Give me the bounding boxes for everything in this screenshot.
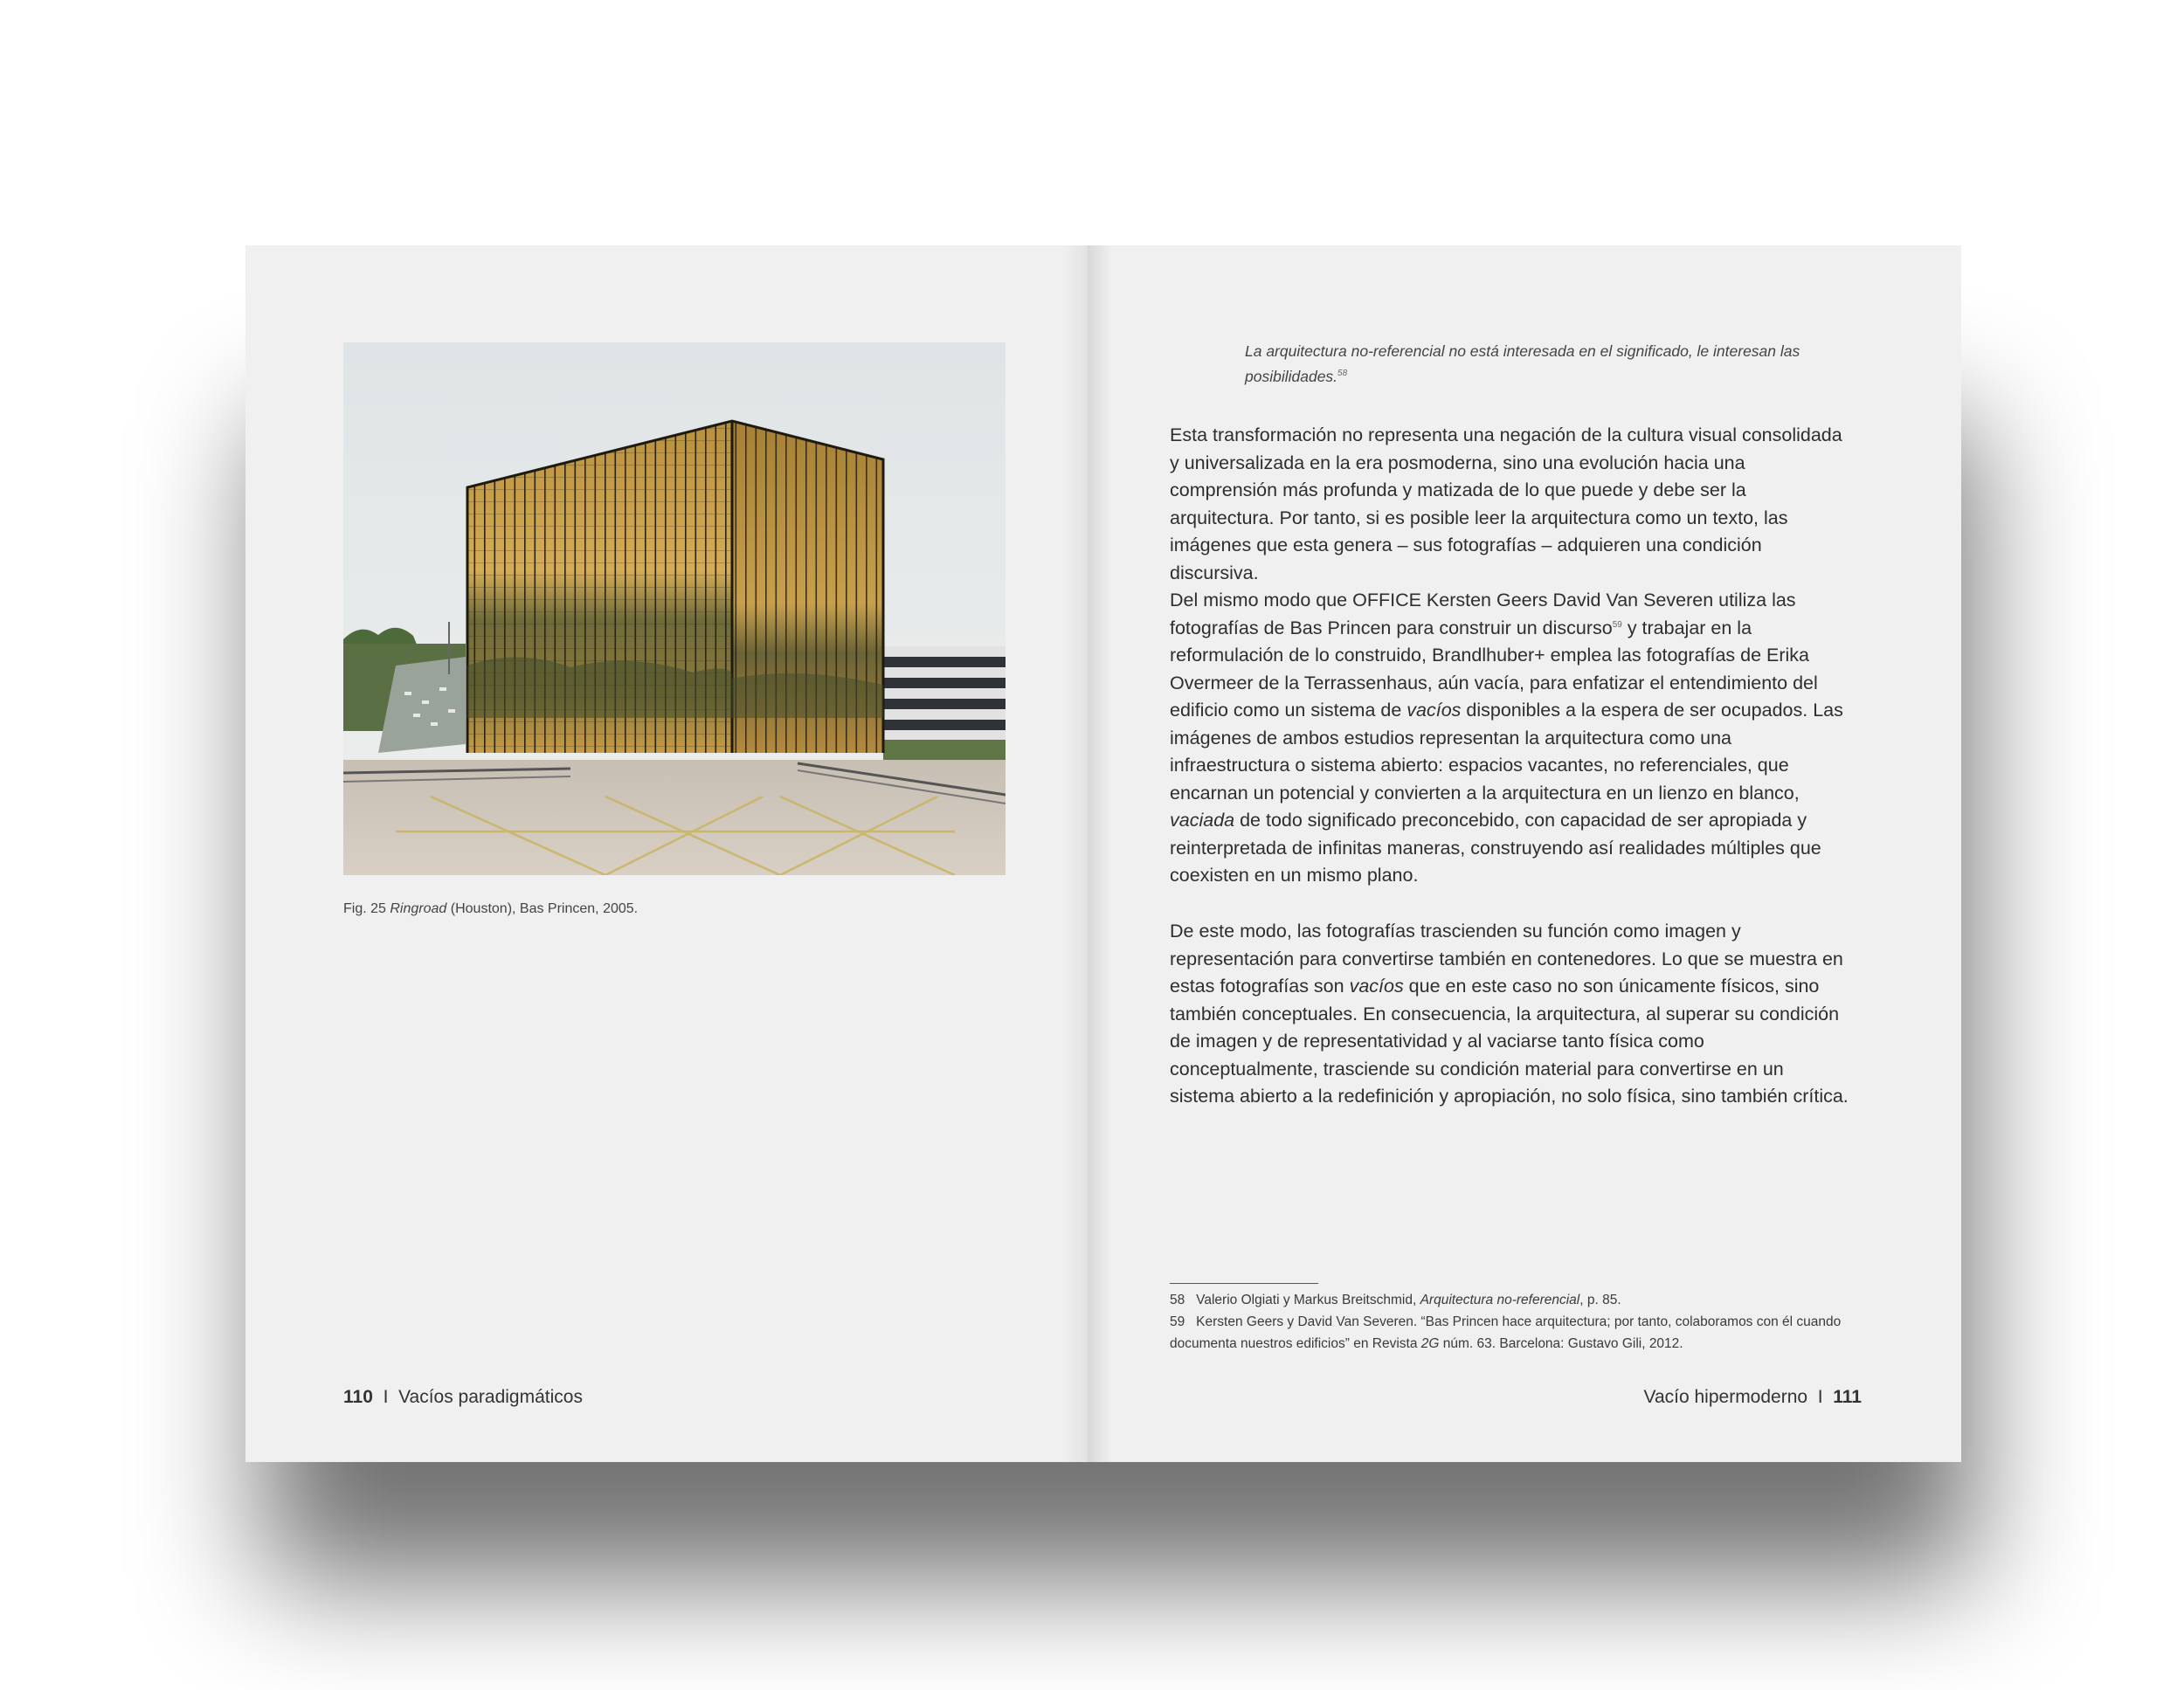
folio-separator-right: I	[1817, 1387, 1823, 1407]
paragraph-2-em-2: vaciada	[1170, 810, 1235, 831]
epigraph-text: La arquitectura no-referencial no está interesada en el significado, le interesan las posibilidades.	[1245, 342, 1800, 385]
paragraph-2-part-c: disponibles a la espera de ser ocupados. Las imágenes de ambos estudios representan la arquitectura como una infraestructura o sistema abierto: espacios vacantes, no referenciales, que encarnan un potencial y convierten a la arquitectura en un lienzo en blanco,	[1170, 700, 1843, 804]
footnotes	[1170, 1289, 1851, 1355]
caption-title: Ringroad	[390, 901, 447, 916]
page-number-right: 111	[1833, 1387, 1862, 1407]
body-paragraph-2	[1170, 587, 1851, 890]
footnote-ref-59: 59	[1612, 619, 1622, 630]
gutter-shading-left	[1061, 245, 1088, 1462]
paragraph-3-part-b: que en este caso no son únicamente físicos, sino también conceptuales. En consecuencia, la arquitectura, al superar su condición de imagen y de representatividad y al vaciarse tanto física como conceptualmente, trasciende su condición material para convertirse en un sistema abierto a la redefinición y apropiación, no solo física, sino también crítica.	[1170, 976, 1849, 1107]
caption-suffix: (Houston), Bas Princen, 2005.	[450, 901, 639, 916]
paragraph-2-part-d: de todo significado preconcebido, con capacidad de ser apropiada y reinterpretada de infinitas maneras, construyendo así realidades múltiples que coexisten en un mismo plano.	[1170, 810, 1821, 886]
paragraph-3-em-1: vacíos	[1349, 976, 1404, 997]
footnote-58-em: Arquitectura no-referencial	[1420, 1293, 1580, 1307]
running-head-right: Vacío hipermoderno	[1643, 1387, 1808, 1407]
paragraph-2-part-a: Del mismo modo que OFFICE Kersten Geers David Van Severen utiliza las fotografías de Bas Princen para construir un discurso	[1170, 590, 1796, 638]
paragraph-3-part-a: De este modo, las fotografías trascienden su función como imagen y representación para convertirse también en contenedores. Lo que se muestra en estas fotografías son	[1170, 921, 1843, 997]
folio-right	[1644, 1387, 1862, 1408]
paragraph-1-text: Esta transformación no representa una negación de la cultura visual consolidada y universalizada en la era posmoderna, sino una evolución hacia una comprensión más profunda y matizada de lo que puede y debe ser la arquitectura. Por tanto, si es posible leer la arquitectura como un texto, las imágenes que esta genera – sus fotografías – adquieren una condición discursiva.	[1170, 424, 1842, 583]
footnote-59-text-b: núm. 63. Barcelona: Gustavo Gili, 2012.	[1439, 1336, 1683, 1351]
figure-photo	[343, 342, 1006, 875]
paragraph-2-part-b: y trabajar en la reformulación de lo construido, Brandlhuber+ emplea las fotografías de Erika Overmeer de la Terrassenhaus, aún vacía, para enfatizar el entendimiento del edificio como un sistema de	[1170, 617, 1818, 721]
folio-left	[343, 1387, 583, 1408]
page-number-left: 110	[343, 1387, 373, 1407]
footnote-divider	[1170, 1283, 1318, 1284]
footnote-58-text-b: , p. 85.	[1579, 1293, 1621, 1307]
figure-caption	[343, 901, 638, 917]
body-paragraph-1	[1170, 422, 1851, 587]
paragraph-2-em-1: vacíos	[1406, 700, 1462, 721]
footnote-59-number: 59	[1170, 1314, 1185, 1329]
caption-prefix: Fig. 25	[343, 901, 386, 916]
footnote-58-number: 58	[1170, 1293, 1185, 1307]
epigraph	[1245, 339, 1856, 390]
footnote-59	[1170, 1311, 1851, 1355]
book-spread	[245, 245, 1961, 1462]
folio-separator-left: I	[383, 1387, 389, 1407]
gutter-shading-right	[1088, 245, 1112, 1462]
left-page	[245, 245, 1088, 1462]
body-paragraph-3	[1170, 918, 1851, 1111]
footnote-58	[1170, 1289, 1851, 1311]
footnote-59-text-a: Kersten Geers y David Van Severen. “Bas Princen hace arquitectura; por tanto, colaboramos con él cuando documenta nuestros edificios” en Revista	[1170, 1314, 1842, 1351]
footnote-ref-58: 58	[1337, 369, 1348, 379]
footnote-59-em: 2G	[1420, 1336, 1440, 1351]
right-page	[1088, 245, 1961, 1462]
footnote-58-text-a: Valerio Olgiati y Markus Breitschmid,	[1196, 1293, 1420, 1307]
running-head-left: Vacíos paradigmáticos	[398, 1387, 583, 1407]
